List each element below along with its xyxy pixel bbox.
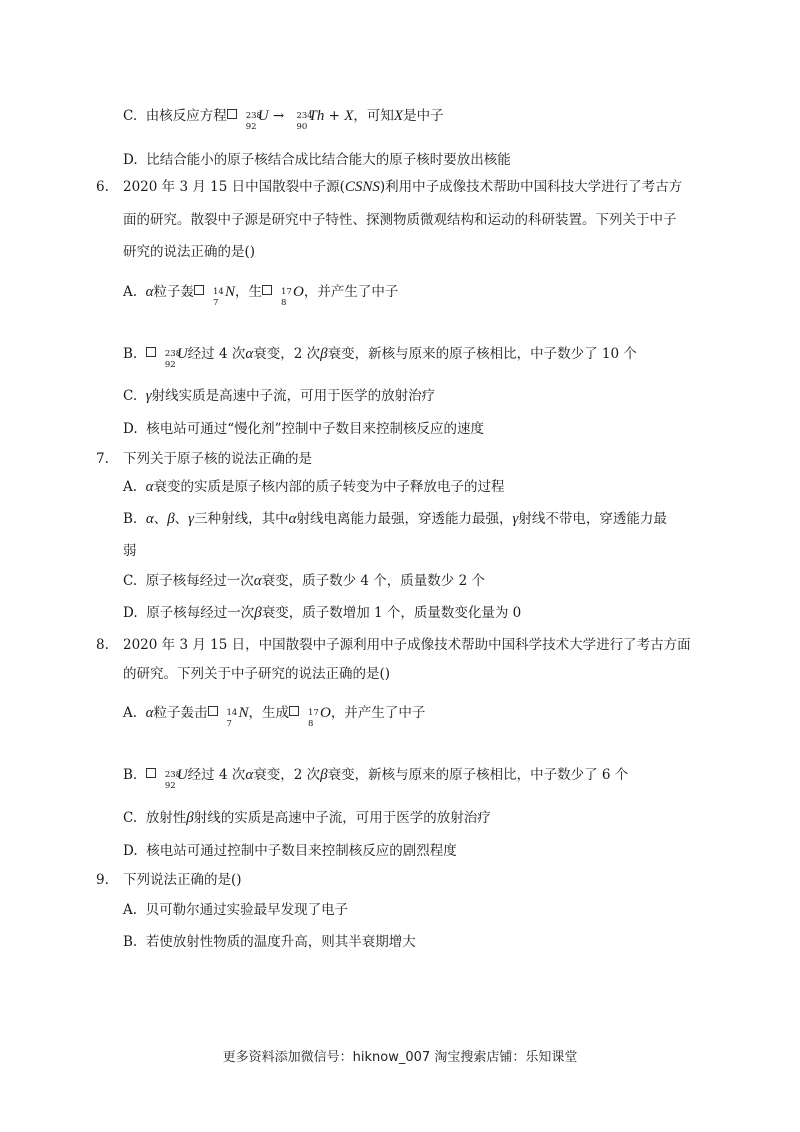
q8-option-c: C. 放射性β射线的实质是高速中子流，可用于医学的放射治疗	[123, 810, 491, 826]
q5-option-d: D. 比结合能小的原子核结合成比结合能大的原子核时要放出核能	[123, 152, 511, 168]
missing-glyph-box	[146, 347, 156, 357]
missing-glyph-box	[208, 706, 218, 716]
q6-option-a: A. α粒子轰 14 7 N，生 17 8 O，并产生了中子	[123, 284, 399, 308]
q6-option-b: B. 238 92 U经过 4 次α衰变，2 次β衰变，新核与原来的原子核相比，中子数少了 10 个	[123, 346, 637, 370]
q6-stem-line1: 2020 年 3 月 15 日中国散裂中子源(CSNS)利用中子成像技术帮助中国科技大学进行了考古方	[123, 179, 683, 195]
page-footer: 更多资料添加微信号：hiknow_007 淘宝搜索店铺：乐知课堂	[222, 1050, 578, 1065]
q7-option-c: C. 原子核每经过一次α衰变，质子数少 4 个，质量数少 2 个	[123, 573, 485, 589]
missing-glyph-box	[146, 768, 156, 778]
q9-number: 9.	[96, 872, 109, 888]
q6-option-d: D. 核电站可通过“慢化剂”控制中子数目来控制核反应的速度	[123, 421, 485, 437]
missing-glyph-box	[289, 706, 299, 716]
missing-glyph-box	[262, 285, 272, 295]
missing-glyph-box	[194, 285, 204, 295]
nuclide-th234: 234 90	[296, 110, 313, 132]
q6-option-c: C. γ射线实质是高速中子流，可用于医学的放射治疗	[123, 388, 436, 404]
q7-option-b: B. α、β、γ三种射线，其中α射线电离能力最强，穿透能力最强，γ射线不带电，穿透能力最	[123, 511, 667, 527]
nuclide-u238: 238 92	[245, 110, 262, 132]
q8-stem-line2: 的研究。下列关于中子研究的说法正确的是()	[123, 666, 391, 682]
nuclide-n14: 14 7	[226, 707, 238, 729]
q6-number: 6.	[96, 179, 109, 195]
q7-number: 7.	[96, 451, 109, 467]
q5-option-c: C. 由核反应方程 238 92 U → 234 90 Th + X，可知X是中子	[123, 108, 444, 132]
q7-option-d: D. 原子核每经过一次β衰变，质子数增加 1 个，质量数变化量为 0	[123, 605, 522, 621]
q7-stem: 下列关于原子核的说法正确的是	[123, 451, 312, 467]
nuclide-o17: 17 8	[281, 286, 292, 308]
q9-option-a: A. 贝可勒尔通过实验最早发现了电子	[123, 902, 349, 918]
q8-option-a: A. α粒子轰击 14 7 N，生成 17 8 O，并产生了中子	[123, 705, 426, 729]
q6-stem-line3: 研究的说法正确的是()	[123, 244, 256, 260]
q9-stem: 下列说法正确的是()	[123, 872, 242, 888]
nuclide-u238: 238 92	[164, 348, 182, 370]
missing-glyph-box	[227, 109, 237, 119]
q8-number: 8.	[96, 637, 109, 653]
nuclide-n14: 14 7	[213, 286, 224, 308]
q8-stem-line1: 2020 年 3 月 15 日，中国散裂中子源利用中子成像技术帮助中国科学技术大学进行了考古方面	[123, 637, 691, 653]
q7-option-b-cont: 弱	[123, 543, 137, 559]
nuclide-u238: 238 92	[164, 769, 182, 791]
q9-option-b: B. 若使放射性物质的温度升高，则其半衰期增大	[123, 934, 416, 950]
nuclide-o17: 17 8	[308, 707, 319, 729]
q8-option-b: B. 238 92 U经过 4 次α衰变，2 次β衰变，新核与原来的原子核相比，中子数少了 6 个	[123, 767, 629, 791]
q7-option-a: A. α衰变的实质是原子核内部的质子转变为中子释放电子的过程	[123, 479, 505, 495]
q8-option-d: D. 核电站可通过控制中子数目来控制核反应的剧烈程度	[123, 843, 457, 859]
q6-stem-line2: 面的研究。散裂中子源是研究中子特性、探测物质微观结构和运动的科研装置。下列关于中子	[123, 212, 677, 228]
